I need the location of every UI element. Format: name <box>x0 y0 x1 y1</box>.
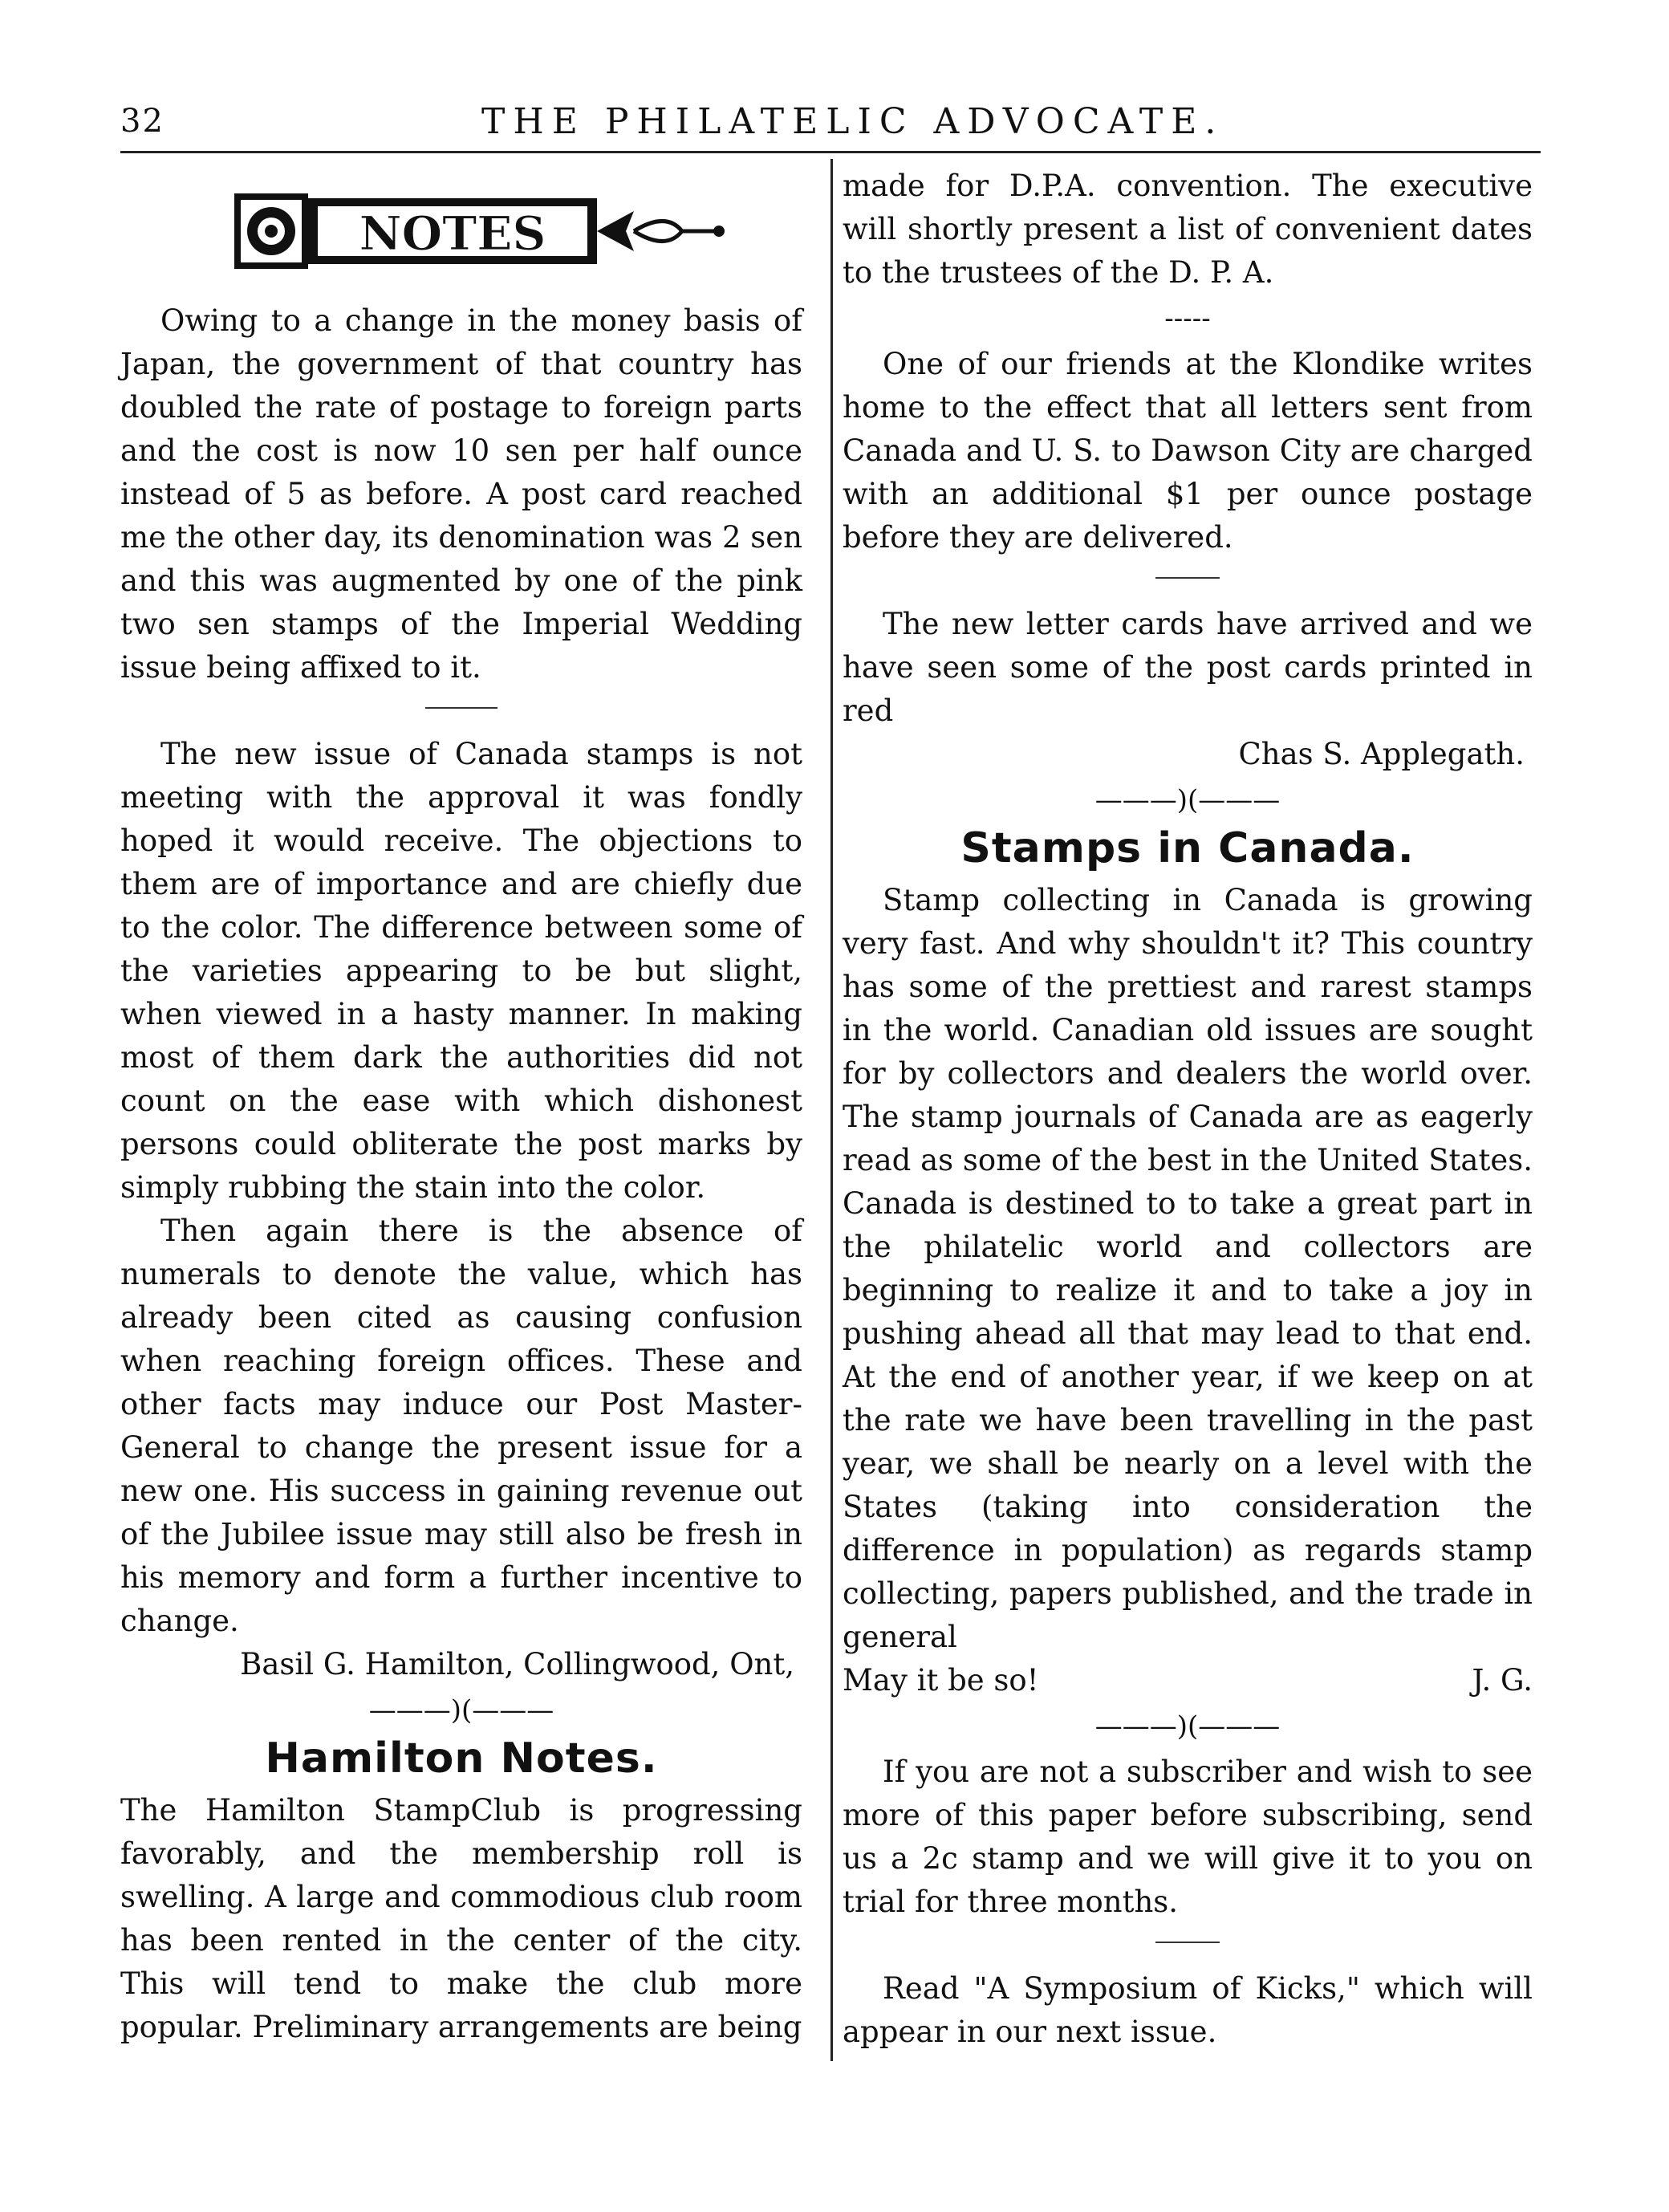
divider-rule <box>1155 1942 1220 1943</box>
header-rule <box>120 151 1541 153</box>
letter-cards-paragraph: The new letter cards have arrived and we have seen some of the post cards printed in red <box>843 607 1533 728</box>
signature-basil-hamilton: Basil G. Hamilton, Collingwood, Ont, <box>240 1647 794 1681</box>
symposium-paragraph: Read "A Symposium of Kicks," which will appear in our next issue. <box>843 1971 1533 2049</box>
dpa-convention-paragraph: made for D.P.A. convention. The executive will shortly present a list of convenient dates to the trustees of the D. P. A. <box>843 169 1533 290</box>
section-separator: ———)(——— <box>1094 1710 1281 1742</box>
klondike-paragraph: One of our friends at the Klondike writes home to the effect that all letters sent from Canada and U. S. to Dawson City are charged with an additional $1 per ounce postage before they are delivered. <box>843 347 1533 555</box>
notes-banner-ornament <box>233 187 730 275</box>
signature-jg: J. G. <box>1472 1663 1533 1698</box>
notes-banner-text: NOTES <box>359 206 546 261</box>
subscribe-paragraph: If you are not a subscriber and wish to see more of this paper before subscribing, send us a 2c stamp and we will give it to you on trial for three months. <box>843 1755 1533 1919</box>
column-divider <box>830 159 833 2061</box>
signature-chas-applegath: Chas S. Applegath. <box>1238 737 1525 771</box>
heading-stamps-in-canada: Stamps in Canada. <box>960 824 1415 872</box>
section-separator: ———)(——— <box>368 1694 554 1726</box>
notes-paragraph-canada-issue: The new issue of Canada stamps is not meeting with the approval it was fondly hoped it would receive. The objections to them are of importance and are chiefly due to the color. The difference between some of the varieties appearing to be but slight, when viewed in a hasty manner. In making most of them dark the authorities did not count on the ease with which dishonest persons could obliterate the post marks by simply rubbing the stain into the color. <box>120 737 802 1205</box>
right-column <box>843 165 1533 2054</box>
notes-paragraph-numerals: Then again there is the absence of numerals to denote the value, which has already been cited as causing confusion when reaching foreign offices. These and other facts may induce our Post Master-General to change the present issue for a new one. His success in gaining revenue out of the Jubilee issue may still also be fresh in his memory and form a further incentive to change. <box>120 1214 802 1638</box>
closing-text: May it be so! <box>843 1663 1039 1698</box>
closing-line <box>843 1659 1533 1702</box>
heading-hamilton-notes: Hamilton Notes. <box>265 1734 658 1783</box>
dash-separator: ----- <box>1164 303 1211 335</box>
notes-banner <box>233 187 730 275</box>
running-head: THE PHILATELIC ADVOCATE. <box>481 101 1224 142</box>
page-number: 32 <box>120 103 164 140</box>
section-separator: ———)(——— <box>1094 784 1281 816</box>
stamps-in-canada-paragraph: Stamp collecting in Canada is growing very fast. And why shouldn't it? This country has some of the prettiest and rarest stamps in the world. Canadian old issues are sought for by collectors and dealers the world over. The stamp journals of Canada are as eagerly read as some of the best in the United States. Canada is destined to to take a great part in the philatelic world and collectors are beginning to realize it and to take a joy in pushing ahead all that may lead to that end. At the end of another year, if we keep on at the rate we have been travelling in the past year, we shall be nearly on a level with the States (taking into consideration the difference in population) as regards stamp collecting, papers published, and the trade in general <box>843 883 1533 1654</box>
hamilton-notes-paragraph: The Hamilton StampClub is progressing favorably, and the membership roll is swelling. A large and commodious club room has been rented in the center of the city. This will tend to make the club more popular. Preliminary arrangements are being <box>120 1793 802 2044</box>
left-column <box>120 165 802 2049</box>
divider-rule <box>1155 577 1220 579</box>
notes-paragraph-japan: Owing to a change in the money basis of Japan, the government of that country has doubled the rate of postage to foreign parts and the cost is now 10 sen per half ounce instead of 5 as before. A post card reached me the other day, its denomination was 2 sen and this was augmented by one of the pink two sen stamps of the Imperial Wedding issue being affixed to it. <box>120 303 802 685</box>
divider-rule <box>425 707 497 709</box>
